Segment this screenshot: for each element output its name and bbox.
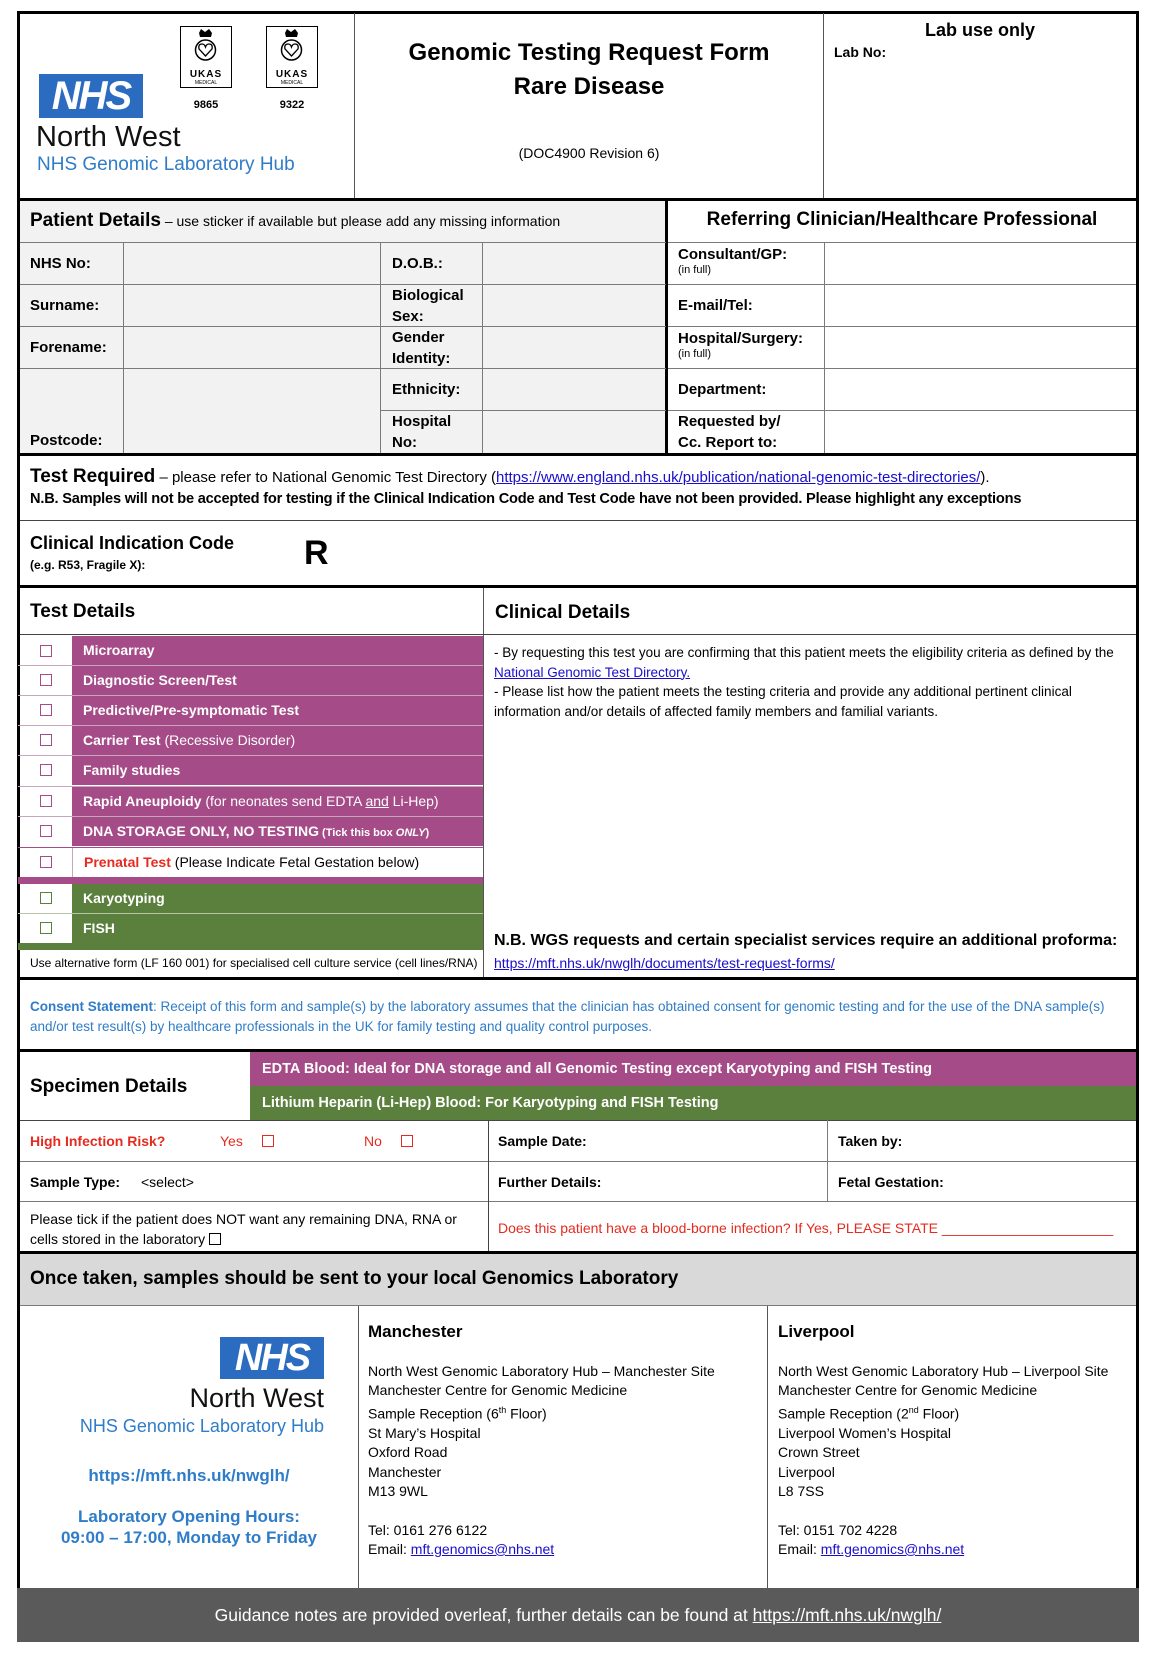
nhs-no-input[interactable] bbox=[125, 244, 379, 283]
row-divider bbox=[20, 634, 1136, 635]
in-full-note: (in full) bbox=[678, 264, 712, 276]
nwglh-website-link[interactable]: https://mft.nhs.uk/nwglh/ bbox=[88, 1466, 290, 1485]
ukas-crown-heart-icon bbox=[267, 27, 316, 65]
row-divider bbox=[20, 1201, 1136, 1202]
test-option-dna-storage[interactable] bbox=[72, 817, 483, 846]
logo-hub-bottom: NHS Genomic Laboratory Hub bbox=[79, 1416, 324, 1436]
dob-input[interactable] bbox=[484, 244, 664, 283]
infection-risk-label: High Infection Risk? bbox=[30, 1133, 166, 1149]
gender-identity-label: Gender Identity: bbox=[392, 329, 451, 367]
further-details-label: Further Details: bbox=[498, 1174, 602, 1190]
dob-label: D.O.B.: bbox=[392, 255, 443, 272]
header-divider bbox=[823, 13, 824, 199]
address-line bbox=[778, 1401, 1108, 1424]
liverpool-email-link[interactable]: mft.genomics@nhs.net bbox=[820, 1540, 965, 1557]
liverpool-address bbox=[778, 1362, 1108, 1559]
email-tel-label: E-mail/Tel: bbox=[678, 297, 753, 314]
surname-label: Surname: bbox=[30, 297, 100, 314]
lab-use-title: Lab use only bbox=[924, 20, 1036, 40]
clinical-details-criteria: - Please list how the patient meets the testing criteria and provide any additional pertinent clinical information and/or details of affected family members and familial variants. bbox=[494, 684, 1072, 719]
guidance-footer-link[interactable]: https://mft.nhs.uk/nwglh/ bbox=[752, 1605, 942, 1625]
requested-by-input[interactable] bbox=[826, 412, 1136, 452]
fetal-gestation-label: Fetal Gestation: bbox=[838, 1174, 944, 1190]
test-option-rapid-aneuploidy[interactable] bbox=[72, 787, 483, 816]
test-required-outro: ). bbox=[980, 469, 990, 486]
blood-borne-infection-question[interactable]: Does this patient have a blood-borne infection? If Yes, PLEASE STATE ______________________ bbox=[498, 1220, 1114, 1236]
consultant-gp-input[interactable] bbox=[826, 244, 1136, 283]
test-option-note: (Recessive Disorder) bbox=[160, 732, 296, 748]
hospital-no-label: Hospital No: bbox=[392, 413, 452, 451]
test-option-note-italic: ONLY bbox=[395, 827, 426, 839]
col-divider bbox=[358, 1306, 359, 1591]
nhs-logo-bottom bbox=[220, 1337, 324, 1379]
test-option-label: Prenatal Test bbox=[84, 854, 171, 870]
clinical-indication-code-label: Clinical Indication Code bbox=[30, 533, 235, 553]
test-option-note: Li-Hep) bbox=[388, 793, 439, 809]
address-line: Oxford Road bbox=[368, 1444, 448, 1461]
logo-hub: NHS Genomic Laboratory Hub bbox=[37, 154, 295, 175]
address-line: Manchester bbox=[368, 1463, 442, 1480]
patient-clinician-divider bbox=[665, 199, 668, 455]
test-option-label: Microarray bbox=[83, 642, 155, 658]
row-divider bbox=[668, 284, 1136, 285]
nhs-logo-text: NHS bbox=[234, 1337, 310, 1379]
email-tel-input[interactable] bbox=[826, 286, 1136, 325]
nhs-logo-text: NHS bbox=[51, 74, 131, 118]
carrier-test-checkbox[interactable] bbox=[40, 734, 52, 746]
test-required-intro: – please refer to National Genomic Test Directory ( bbox=[155, 469, 496, 486]
hospital-surgery-label bbox=[678, 329, 803, 361]
infection-risk-no-checkbox[interactable] bbox=[401, 1135, 413, 1147]
nhs-logo bbox=[39, 74, 143, 118]
infection-risk-yes-checkbox[interactable] bbox=[262, 1135, 274, 1147]
test-required-nb: N.B. Samples will not be accepted for testing if the Clinical Indication Code and Test Code have not been provided. Please highlight any exceptions bbox=[30, 491, 1022, 507]
edta-blood-banner bbox=[250, 1052, 1136, 1086]
test-option-note: (Tick this box bbox=[318, 827, 396, 839]
spacer bbox=[778, 1502, 1108, 1521]
department-label: Department: bbox=[678, 381, 767, 398]
address-line: North West Genomic Laboratory Hub – Liverpool Site bbox=[778, 1363, 1109, 1379]
test-option-label: Predictive/Pre-symptomatic Test bbox=[83, 702, 300, 718]
lihep-blood-text: Lithium Heparin (Li-Hep) Blood: For Karyotyping and FISH Testing bbox=[262, 1095, 719, 1111]
opening-hours: 09:00 – 17:00, Monday to Friday bbox=[60, 1528, 318, 1547]
col-divider bbox=[483, 588, 484, 978]
test-option-fish[interactable] bbox=[72, 914, 483, 943]
col-divider bbox=[123, 242, 124, 454]
form-subtitle: Rare Disease bbox=[513, 73, 665, 100]
col-divider bbox=[767, 1306, 768, 1591]
clinical-details-eligibility: - By requesting this test you are confirming that this patient meets the eligibility criteria as defined by the bbox=[494, 645, 1114, 660]
microarray-checkbox[interactable] bbox=[40, 645, 52, 657]
manchester-email bbox=[368, 1540, 715, 1559]
infection-risk-no[interactable] bbox=[364, 1133, 413, 1149]
test-option-note-underlined: and bbox=[365, 793, 389, 809]
liverpool-email bbox=[778, 1540, 1108, 1559]
test-option-family-studies[interactable] bbox=[72, 756, 483, 785]
ukas-crown-heart-icon bbox=[181, 27, 230, 65]
ukas-number-1: 9865 bbox=[193, 99, 219, 111]
address-line-part: Floor) bbox=[918, 1405, 960, 1422]
in-full-note: (in full) bbox=[678, 348, 712, 360]
predictive-checkbox[interactable] bbox=[40, 704, 52, 716]
row-divider bbox=[20, 368, 666, 369]
dna-storage-checkbox[interactable] bbox=[40, 825, 52, 837]
liverpool-site-title: Liverpool bbox=[778, 1322, 855, 1341]
test-required-title: Test Required bbox=[30, 466, 156, 487]
consultant-gp-label bbox=[678, 245, 787, 277]
address-line-part: Sample Reception (6 bbox=[368, 1405, 499, 1422]
ethnicity-label: Ethnicity: bbox=[392, 381, 461, 398]
address-line: Crown Street bbox=[778, 1444, 860, 1461]
wgs-proforma-link[interactable]: https://mft.nhs.uk/nwglh/documents/test-request-forms/ bbox=[494, 955, 835, 971]
address-line: Manchester Centre for Genomic Medicine bbox=[778, 1382, 1038, 1399]
infection-risk-yes[interactable] bbox=[220, 1133, 274, 1149]
clinical-indication-code-value[interactable]: R bbox=[304, 534, 329, 572]
clinical-indication-code-example: (e.g. R53, Fragile X): bbox=[30, 558, 146, 572]
consultant-gp-label-text: Consultant/GP: bbox=[678, 246, 788, 263]
manchester-email-link[interactable]: mft.genomics@nhs.net bbox=[410, 1540, 555, 1557]
address-line: L8 7SS bbox=[778, 1483, 824, 1500]
address-line: Liverpool bbox=[778, 1463, 835, 1480]
ukas-label: UKAS bbox=[189, 69, 223, 80]
test-directory-link[interactable]: https://www.england.nhs.uk/publication/national-genomic-test-directories/ bbox=[495, 469, 981, 486]
liverpool-tel: Tel: 0151 702 4228 bbox=[778, 1521, 898, 1538]
guidance-footer bbox=[17, 1588, 1139, 1642]
postcode-input[interactable] bbox=[125, 370, 379, 452]
sample-date-label: Sample Date: bbox=[498, 1133, 587, 1149]
clinical-details-instructions bbox=[494, 643, 1126, 721]
yes-label: Yes bbox=[220, 1133, 243, 1149]
col-divider bbox=[488, 1120, 489, 1252]
lab-no-input[interactable] bbox=[900, 40, 1130, 190]
address-line-part: Sample Reception (2 bbox=[778, 1405, 909, 1422]
clinical-details-input[interactable] bbox=[494, 725, 1126, 925]
consent-text: : Receipt of this form and sample(s) by the laboratory assumes that the clinician has obtained consent for genomic testing and for the use of the DNA sample(s) and/or test result(s) by healthcare professionals in the UK for family testing and quality control purposes. bbox=[30, 999, 1105, 1034]
fish-checkbox[interactable] bbox=[40, 922, 52, 934]
test-option-label: Carrier Test bbox=[83, 732, 161, 748]
test-option-note: (Please Indicate Fetal Gestation below) bbox=[170, 854, 420, 870]
patient-details-subtitle: – use sticker if available but please add any missing information bbox=[160, 213, 561, 229]
spacer bbox=[368, 1502, 715, 1521]
consent-statement bbox=[30, 997, 1134, 1036]
test-option-label: Rapid Aneuploidy bbox=[83, 793, 202, 809]
ukas-mark-2 bbox=[266, 26, 318, 88]
sample-type-select[interactable]: <select> bbox=[141, 1174, 194, 1190]
nhs-no-label: NHS No: bbox=[30, 255, 91, 272]
address-line: M13 9WL bbox=[368, 1483, 428, 1500]
no-storage-checkbox[interactable] bbox=[209, 1233, 221, 1245]
form-title: Genomic Testing Request Form bbox=[408, 39, 770, 66]
test-option-label: FISH bbox=[83, 920, 115, 936]
biological-sex-input[interactable] bbox=[484, 286, 664, 325]
hospital-no-input[interactable] bbox=[484, 412, 664, 452]
ukas-mark-1 bbox=[180, 26, 232, 88]
test-option-note: ) bbox=[425, 827, 430, 839]
logo-region-bottom: North West bbox=[189, 1383, 324, 1413]
green-band-divider bbox=[18, 943, 483, 950]
consent-label: Consent Statement bbox=[30, 999, 154, 1014]
col-divider bbox=[827, 1120, 828, 1201]
taken-by-label: Taken by: bbox=[838, 1133, 903, 1149]
manchester-tel: Tel: 0161 276 6122 bbox=[368, 1521, 488, 1538]
no-storage-statement bbox=[30, 1209, 482, 1249]
test-option-note: (for neonates send EDTA bbox=[201, 793, 366, 809]
surname-input[interactable] bbox=[125, 286, 379, 325]
patient-details-header bbox=[30, 210, 560, 232]
patient-details-title: Patient Details bbox=[30, 210, 161, 231]
address-line: Liverpool Women’s Hospital bbox=[778, 1424, 952, 1441]
test-details-title: Test Details bbox=[30, 601, 136, 622]
wgs-note: N.B. WGS requests and certain specialist services require an additional proforma: bbox=[494, 932, 1118, 949]
test-directory-link-2[interactable]: National Genomic Test Directory. bbox=[494, 664, 691, 680]
email-label: Email: bbox=[778, 1540, 821, 1557]
ukas-number-2: 9322 bbox=[279, 99, 305, 111]
edta-blood-text: EDTA Blood: Ideal for DNA storage and all Genomic Testing except Karyotyping and FISH Testing bbox=[262, 1061, 933, 1077]
row-divider bbox=[668, 326, 1136, 327]
further-details-input[interactable] bbox=[620, 1164, 824, 1199]
test-option-label: Diagnostic Screen/Test bbox=[83, 672, 237, 688]
purple-band-divider bbox=[18, 877, 483, 884]
diagnostic-screen-checkbox[interactable] bbox=[40, 674, 52, 686]
sample-date-input[interactable] bbox=[600, 1123, 824, 1159]
ukas-sub: MEDICAL bbox=[280, 80, 304, 86]
clinical-details-title: Clinical Details bbox=[495, 602, 631, 623]
postcode-label: Postcode: bbox=[30, 432, 103, 449]
address-line-part: Floor) bbox=[506, 1405, 547, 1422]
row-divider bbox=[20, 326, 666, 327]
col-divider bbox=[482, 242, 483, 454]
manchester-site-title: Manchester bbox=[368, 1322, 463, 1341]
hospital-surgery-input[interactable] bbox=[826, 328, 1136, 367]
no-storage-text: Please tick if the patient does NOT want any remaining DNA, RNA or cells stored in the laboratory bbox=[30, 1211, 457, 1247]
taken-by-input[interactable] bbox=[920, 1123, 1134, 1159]
requested-by-label: Requested by/ Cc. Report to: bbox=[678, 413, 781, 451]
ukas-sub: MEDICAL bbox=[194, 80, 218, 86]
col-divider bbox=[380, 242, 381, 454]
row-divider bbox=[20, 520, 1136, 521]
row-divider bbox=[20, 284, 666, 285]
email-label: Email: bbox=[368, 1540, 411, 1557]
test-option-carrier-test[interactable] bbox=[72, 726, 483, 755]
logo-region: North West bbox=[36, 121, 181, 153]
ukas-label: UKAS bbox=[275, 69, 309, 80]
test-option-prenatal[interactable] bbox=[72, 848, 483, 877]
forename-input[interactable] bbox=[125, 328, 379, 367]
test-option-predictive[interactable] bbox=[72, 696, 483, 725]
rapid-aneuploidy-checkbox[interactable] bbox=[40, 795, 52, 807]
test-option-karyotyping[interactable] bbox=[72, 884, 483, 913]
family-studies-checkbox[interactable] bbox=[40, 764, 52, 776]
test-option-label: Karyotyping bbox=[83, 890, 165, 906]
alt-form-note: Use alternative form (LF 160 001) for specialised cell culture service (cell lines/RNA) bbox=[30, 956, 478, 970]
test-option-diagnostic-screen[interactable] bbox=[72, 666, 483, 695]
test-option-label: DNA STORAGE ONLY, NO TESTING bbox=[83, 823, 319, 839]
floor-superscript: th bbox=[498, 1404, 507, 1415]
gender-identity-input[interactable] bbox=[484, 328, 664, 367]
address-line: Manchester Centre for Genomic Medicine bbox=[368, 1382, 628, 1399]
address-line: North West Genomic Laboratory Hub – Manchester Site bbox=[368, 1363, 715, 1379]
row-divider bbox=[20, 242, 666, 243]
specimen-details-title: Specimen Details bbox=[30, 1076, 188, 1097]
row-divider bbox=[20, 1120, 1136, 1121]
manchester-address bbox=[368, 1362, 715, 1559]
address-line: St Mary’s Hospital bbox=[368, 1424, 481, 1441]
test-option-label: Family studies bbox=[83, 762, 181, 778]
guidance-footer-text: Guidance notes are provided overleaf, further details can be found at bbox=[214, 1605, 753, 1625]
floor-superscript: nd bbox=[908, 1404, 919, 1415]
row-divider bbox=[668, 242, 1136, 243]
sample-type-label: Sample Type: bbox=[30, 1174, 120, 1190]
hospital-surgery-label-text: Hospital/Surgery: bbox=[678, 330, 804, 347]
fetal-gestation-input[interactable] bbox=[960, 1164, 1134, 1199]
opening-hours-title: Laboratory Opening Hours: bbox=[78, 1507, 300, 1526]
ethnicity-input[interactable] bbox=[484, 370, 664, 409]
test-option-microarray[interactable] bbox=[72, 636, 483, 665]
row-divider bbox=[20, 1161, 1136, 1162]
col-divider bbox=[824, 242, 825, 454]
no-label: No bbox=[364, 1133, 382, 1149]
address-line bbox=[368, 1401, 715, 1424]
test-required-line bbox=[30, 466, 990, 488]
lihep-blood-banner bbox=[250, 1086, 1136, 1120]
doc-reference: (DOC4900 Revision 6) bbox=[518, 145, 660, 161]
forename-label: Forename: bbox=[30, 339, 107, 356]
biological-sex-label: Biological Sex: bbox=[392, 287, 464, 325]
row-divider bbox=[668, 368, 1136, 369]
prenatal-checkbox[interactable] bbox=[40, 856, 52, 868]
karyotyping-checkbox[interactable] bbox=[40, 892, 52, 904]
lab-no-label: Lab No: bbox=[834, 44, 887, 60]
clinician-title: Referring Clinician/Healthcare Professional bbox=[706, 209, 1098, 230]
send-to-title: Once taken, samples should be sent to your local Genomics Laboratory bbox=[30, 1268, 679, 1289]
department-input[interactable] bbox=[826, 370, 1136, 409]
